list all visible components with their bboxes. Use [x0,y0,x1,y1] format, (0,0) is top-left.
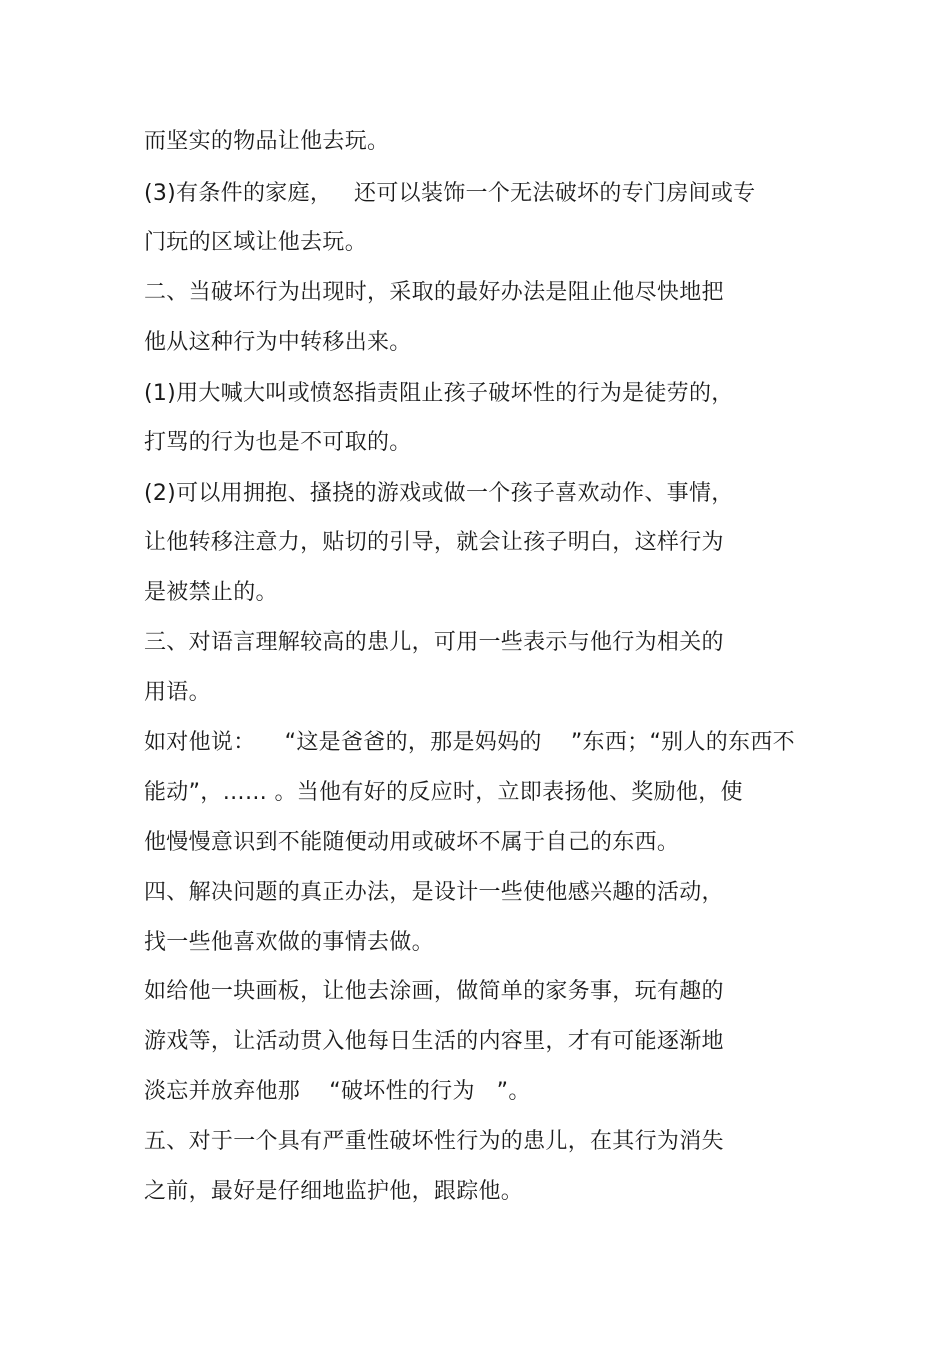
text-line: 游戏等，让活动贯入他每日生活的内容里，才有可能逐渐地 [144,1029,724,1054]
text-line: (3)有条件的家庭， 还可以装饰一个无法破坏的专门房间或专 [144,181,756,206]
text-line: 能动”，…… 。当他有好的反应时，立即表扬他、奖励他，使 [144,780,743,805]
text-line: 找一些他喜欢做的事情去做。 [144,930,434,955]
text-line: 他从这种行为中转移出来。 [144,330,412,355]
text-line: 他慢慢意识到不能随便动用或破坏不属于自己的东西。 [144,830,680,855]
text-line: 用语。 [144,680,211,705]
text-line: 二、当破坏行为出现时，采取的最好办法是阻止他尽快地把 [144,280,724,305]
text-line: (1)用大喊大叫或愤怒指责阻止孩子破坏性的行为是徒劳的， [144,381,734,406]
text-line: 而坚实的物品让他去玩。 [144,129,390,154]
text-line: 淡忘并放弃他那 “破坏性的行为 ”。 [144,1079,531,1104]
text-line: 五、对于一个具有严重性破坏性行为的患儿，在其行为消失 [144,1129,724,1154]
text-line: 打骂的行为也是不可取的。 [144,430,412,455]
text-line: 如对他说： “这是爸爸的，那是妈妈的 ”东西；“别人的东西不 [144,730,795,755]
text-line: (2)可以用拥抱、搔挠的游戏或做一个孩子喜欢动作、事情， [144,481,734,506]
text-line: 如给他一块画板，让他去涂画，做简单的家务事，玩有趣的 [144,979,724,1004]
text-line: 是被禁止的。 [144,580,278,605]
text-line: 让他转移注意力，贴切的引导，就会让孩子明白，这样行为 [144,530,724,555]
text-line: 三、对语言理解较高的患儿，可用一些表示与他行为相关的 [144,630,724,655]
text-line: 四、解决问题的真正办法，是设计一些使他感兴趣的活动， [144,880,724,905]
text-line: 门玩的区域让他去玩。 [144,230,368,255]
text-line: 之前，最好是仔细地监护他，跟踪他。 [144,1179,524,1204]
